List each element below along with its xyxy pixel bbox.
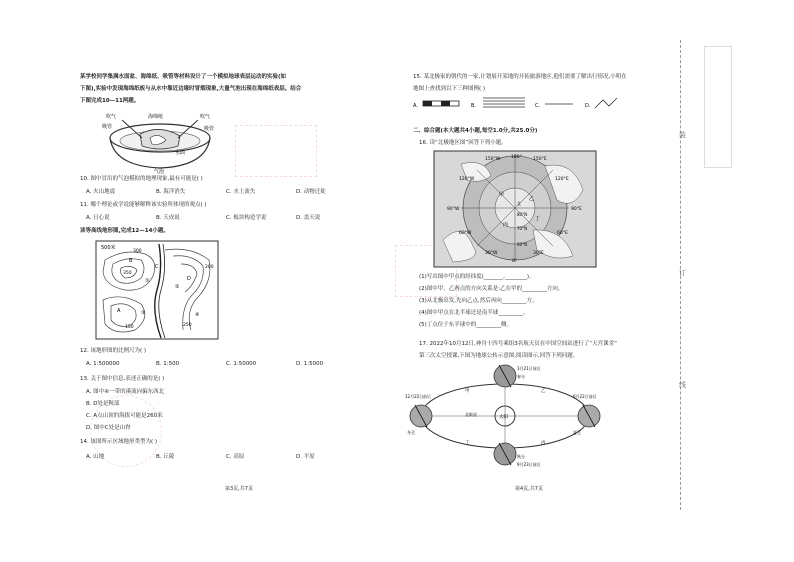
map-label: 150°W (485, 157, 501, 162)
map-label: 60°W (459, 231, 472, 236)
map-label: 350 (123, 271, 132, 276)
page-footer: 第4页,共7页 (515, 486, 543, 492)
orbit-label: 12月22日前后 (405, 394, 432, 399)
legend-symbols (413, 94, 633, 116)
fig1-label: 海绵纸 (148, 114, 164, 120)
question-14: 14. 该图所示区域地形类型为( ) (80, 439, 158, 445)
option: C. (535, 103, 541, 109)
map-label: ① (145, 278, 150, 284)
orbit-label: 甲 (465, 389, 470, 394)
experiment-figure (100, 108, 220, 174)
right-page (405, 58, 675, 498)
intro-text: 下图),实验中发现海绵纸板与从水中靠近边缘时冒烟现象,大量气泡出现在海绵纸表层。结合 (80, 86, 302, 92)
option: A. 山地 (86, 454, 105, 460)
map-label: D (187, 276, 191, 282)
question-16-sub: (3)从北极出发,先向乙点,然后再向_________方。 (419, 298, 538, 304)
question-16-sub: (4)图中甲点在北半球还是南半球_________。 (419, 310, 529, 316)
map-label: 250 (183, 323, 192, 328)
section-title: 二、综合题(本大题共4小题,每空1.0分,共25.0分) (413, 128, 538, 134)
orbit-label: 乙 (541, 389, 546, 394)
fig1-label: 吸管 (204, 126, 215, 132)
question-15: 地图上查找到以下三种图例( ) (413, 86, 486, 92)
map-label: 300 (133, 249, 142, 254)
question-17: 第三次太空授课,下图为地球公转示意图,阅读图示,回答下列问题。 (419, 353, 579, 359)
map-label: 60°E (557, 231, 568, 236)
fig1-label: 吹气 (106, 114, 117, 120)
question-16-sub: (2)图中甲、乙两点的方向关系是:乙在甲的_________方向。 (419, 286, 564, 292)
option: B. 1:500 (156, 361, 180, 367)
fig1-label: 水面 (175, 150, 186, 156)
map-label: 北 (517, 201, 521, 206)
map-label: 丙 (503, 222, 509, 228)
map-label: 80°N (517, 212, 528, 217)
question-15: 15. 某北极家的朝代的一家,计划展开某地的开拓旅游地区,他们需要了解出行情况,小明在 (413, 74, 627, 80)
orbit-label: 秋分 (517, 454, 525, 459)
option: C. 水土流失 (226, 189, 256, 195)
option: A. 1:500000 (86, 361, 120, 367)
map-label: B (129, 258, 133, 264)
map-label: 150 (125, 325, 134, 330)
question-12: 12. 该地形图的比例尺为( ) (80, 348, 147, 354)
orbit-label: 春分 (517, 374, 525, 379)
option: B. 海洋消失 (156, 189, 186, 195)
map-label: 70°N (517, 226, 528, 231)
binding-char: 线 (679, 381, 686, 389)
map-label: ③ (141, 310, 146, 316)
option: C. A点山顶的海拔可能是260米 (86, 413, 163, 419)
orbit-label: 丁 (465, 441, 470, 446)
binding-char: 订 (679, 269, 686, 277)
option: D. 动物迁徙 (296, 189, 326, 195)
left-page (60, 58, 395, 498)
option: A. 图中④一带的溪流向偏东西北 (86, 389, 165, 395)
orbit-label: 太阳 (499, 415, 508, 420)
orbit-label: 夏至 (573, 430, 581, 435)
fig1-label: 吸管 (102, 124, 113, 130)
intro-text: 某学校同学集满水面盆、海绵纸、吸管等材料设计了一个模拟地球表层运动的实验(如 (80, 74, 287, 80)
intro-text: 下图完成10—11两题。 (80, 98, 140, 104)
orbit-diagram (405, 362, 605, 470)
map-label: 120°E (555, 177, 569, 182)
map-label: 30°E (533, 251, 544, 256)
question-16-sub: (5)丁点位于东半球中的_________侧。 (419, 322, 513, 328)
option: B. 天成说 (156, 215, 180, 221)
contour-map (95, 240, 219, 340)
map-label: 甲 (499, 192, 505, 198)
orbit-label: 3月21日前后 (517, 366, 541, 371)
arctic-map (433, 150, 597, 268)
margin-box (704, 46, 732, 168)
orbit-label: 9月23日前后 (517, 462, 541, 467)
map-label: 180° (511, 155, 522, 160)
map-label: 60°N (517, 242, 528, 247)
map-label: 150°E (533, 157, 547, 162)
map-label: 120°W (459, 177, 475, 182)
question-13: 13. 关于图中信息,表述正确的是( ) (80, 376, 165, 382)
orbit-label: 丙 (541, 441, 546, 446)
map-label: 90°W (447, 207, 460, 212)
option: B. 丘陵 (156, 454, 175, 460)
map-label: 乙 (529, 196, 535, 202)
map-label: 0° (512, 259, 518, 264)
option: C. 1:50000 (226, 361, 257, 367)
map-label: A (117, 308, 121, 314)
option: B. D处是鞍部 (86, 401, 120, 407)
option: B. (471, 103, 477, 109)
question-11: 11. 哪个理论或学说能够解释该实验所体现的观点( ) (80, 202, 207, 208)
option: A. 火山地震 (86, 189, 116, 195)
question-16: 16. 读“北极地区图”回答下列小题。 (419, 140, 507, 146)
option: C. 高原 (226, 454, 245, 460)
option: A. 日心说 (86, 215, 110, 221)
orbit-label: 北极星 (465, 412, 477, 417)
map-label: 30°W (485, 251, 498, 256)
orbit-label: 6月22日前后 (573, 394, 597, 399)
map-intro: 读等高线地形图,完成12—14小题。 (80, 228, 169, 234)
map-label: ④ (195, 312, 200, 318)
map-scale: 500米 (101, 245, 116, 251)
fig1-label: 气泡 (154, 169, 165, 174)
map-label: C (155, 264, 159, 270)
question-16-sub: (1)写出图中甲点的经纬度(_______,________)。 (419, 274, 535, 280)
option: D. 盖天说 (296, 215, 321, 221)
option: D. 1:5000 (296, 361, 324, 367)
map-label: ② (175, 284, 180, 290)
option: D. 图中C处是山脊 (86, 425, 131, 431)
page-footer: 第3页,共7页 (225, 486, 253, 492)
question-17: 17. 2022年10月12日,神舟十四号乘组3名航天员在中国空间站进行了“天宫课堂” (419, 341, 617, 347)
binding-char: 装 (679, 131, 686, 139)
question-10: 10. 图中冒出的气泡模拟的地理现象,最有可能是( ) (80, 176, 203, 182)
fig1-label: 吹气 (200, 114, 211, 120)
map-label: 90°E (571, 207, 582, 212)
option: C. 板块构造学说 (226, 215, 267, 221)
option: D. (585, 103, 591, 109)
map-label: 200 (205, 265, 214, 270)
orbit-label: 冬至 (407, 430, 415, 435)
option: A. (413, 103, 418, 109)
option: D. 平原 (296, 454, 315, 460)
map-label: 丁 (535, 216, 541, 222)
